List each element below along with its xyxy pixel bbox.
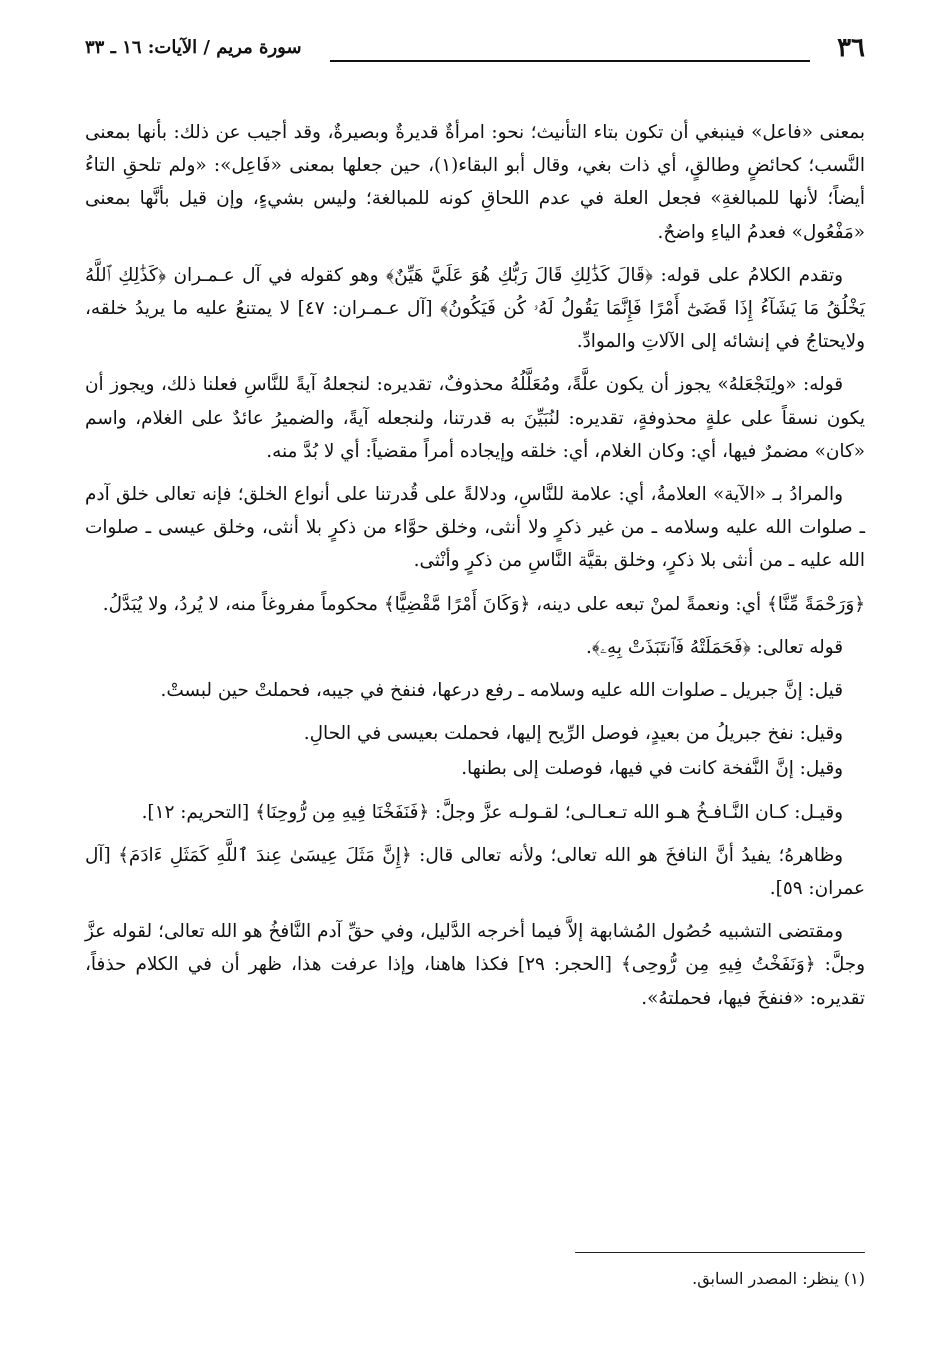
header-rule xyxy=(330,60,810,62)
paragraph-5: ﴿وَرَحْمَةً مِّنَّا﴾ أي: ونعمةً لمنْ تبعه على دينه، ﴿وَكَانَ أَمْرًا مَّقْضِيًّا﴾ محكوماً مفروغاً منه، لا يُردُ، ولا يُبَدَّلُ. xyxy=(102,593,865,615)
page-header xyxy=(85,30,865,66)
paragraph-9: وقيل: إنَّ النَّفخة كانت في فيها، فوصلت إلى بطنها. xyxy=(461,758,843,780)
book-page xyxy=(85,30,865,1350)
paragraph-4: والمرادُ بـ «الآية» العلامةُ، أي: علامة للنَّاسِ، ودلالةً على قُدرتنا على أنواع الخلق؛ فإنه تعالى خلق آدم ـ صلوات الله عليه وسلامه ـ من غير ذكرٍ ولا أنثى، وخلق حوَّاء من ذكرٍ بلا أنثى، وخلق عيسى ـ صلوات الله عليه ـ من أنثى بلا ذكرٍ، وخلق بقيَّة النَّاسِ من ذكرٍ وأنْثى. xyxy=(85,484,865,572)
footnote: (١) ينظر: المصدر السابق. xyxy=(692,1269,865,1288)
paragraph-10: وقيـل: كـان النَّـافـخُ هـو الله تـعـالـى؛ لقـولـه عزَّ وجلَّ: ﴿فَنَفَخْنَا فِيهِ مِن رُّوحِنَا﴾ [التحريم: ١٢]. xyxy=(141,801,843,823)
paragraph-11: وظاهرهُ؛ يفيدُ أنَّ النافخَ هو الله تعالى؛ ولأنه تعالى قال: ﴿إِنَّ مَثَلَ عِيسَىٰ عِندَ ٱللَّهِ كَمَثَلِ ءَادَمَ﴾ [آل عمران: ٥٩]. xyxy=(85,844,865,900)
page-number: ٣٦ xyxy=(837,33,865,63)
paragraph-1: بمعنى «فاعل» فينبغي أن تكون بتاء التأنيث؛ نحو: امرأةٌ قديرةٌ وبصيرةٌ، وقد أجيب عن ذلك: بأنها بمعنى النَّسب؛ كحائضٍ وطالقٍ، أي ذات بغي، وقال أبو البقاء(١)، حين جعلها بمعنى «فَاعِل»: «ولم تلحقِ التاءُ أيضاً؛ لأنها للمبالغةِ» فجعل العلة في عدم اللحاقِ كونه للمبالغة؛ وليس بشيءٍ، وإن قيل بأنَّها بمعنى «مَفْعُول» فعدمُ الياءِ واضحٌ. xyxy=(85,122,865,243)
surah-info: سورة مريم / الآيات: ١٦ ـ ٣٣ xyxy=(85,37,302,58)
paragraph-2: وتقدم الكلامُ على قوله: ﴿قَالَ كَذَٰلِكِ قَالَ رَبُّكِ هُوَ عَلَيَّ هَيِّنٌ﴾ وهو كقوله في آل عـمـران ﴿كَذَٰلِكِ ٱللَّهُ يَخْلُقُ مَا يَشَآءُ إِذَا قَضَىٰٓ أَمْرًا فَإِنَّمَا يَقُولُ لَهُۥ كُن فَيَكُونُ﴾ [آل عـمـران: ٤٧] لا يمتنعُ عليه ما يريدُ خلقه، ولايحتاجُ في إنشائه إلى الآلاتِ والموادِّ. xyxy=(85,264,865,353)
paragraph-6: قوله تعالى: ﴿فَحَمَلَتْهُ فَٱنتَبَذَتْ بِهِۦ﴾. xyxy=(586,636,843,658)
main-text xyxy=(85,116,865,1015)
footnote-rule xyxy=(575,1252,865,1253)
paragraph-7: قيل: إنَّ جبريل ـ صلوات الله عليه وسلامه ـ رفع درعها، فنفخ في جيبه، فحملتْ حين لبستْ. xyxy=(160,680,843,702)
paragraph-3: قوله: «ولِنَجْعَلهُ» يجوز أن يكون علَّةً، ومُعَلَّلُهُ محذوفٌ، تقديره: لنجعلهُ آيةً للنَّاسِ فعلنا ذلك، ويجوز أن يكون نسقاً على علةٍ محذوفةٍ، تقديره: لنُبَيِّنَ به قدرتنا، ولنجعله آيةً، والضميرُ عائدٌ على الغلام، واسم «كان» مضمرٌ فيها، أي: وكان الغلام، أي: خلقه وإيجاده أمراً مقضياً: أي لا بُدَّ منه. xyxy=(85,374,865,462)
paragraph-8: وقيل: نفخ جبريلُ من بعيدٍ، فوصل الرِّيح إليها، فحملت بعيسى في الحالِ. xyxy=(303,723,843,745)
paragraph-12: ومقتضى التشبيه حُصُول المُشابهة إلاَّ فيما أخرجه الدَّليل، وفي حقِّ آدم النَّافخُ هو الله تعالى؛ لقوله عزَّ وجلَّ: ﴿وَنَفَخْتُ فِيهِ مِن رُّوحِى﴾ [الحجر: ٢٩] فكذا هاهنا، وإذا عرفت هذا، ظهر أن في الكلام حذفاً، تقديره: «فنفخَ فيها، فحملتهُ». xyxy=(85,921,866,1009)
